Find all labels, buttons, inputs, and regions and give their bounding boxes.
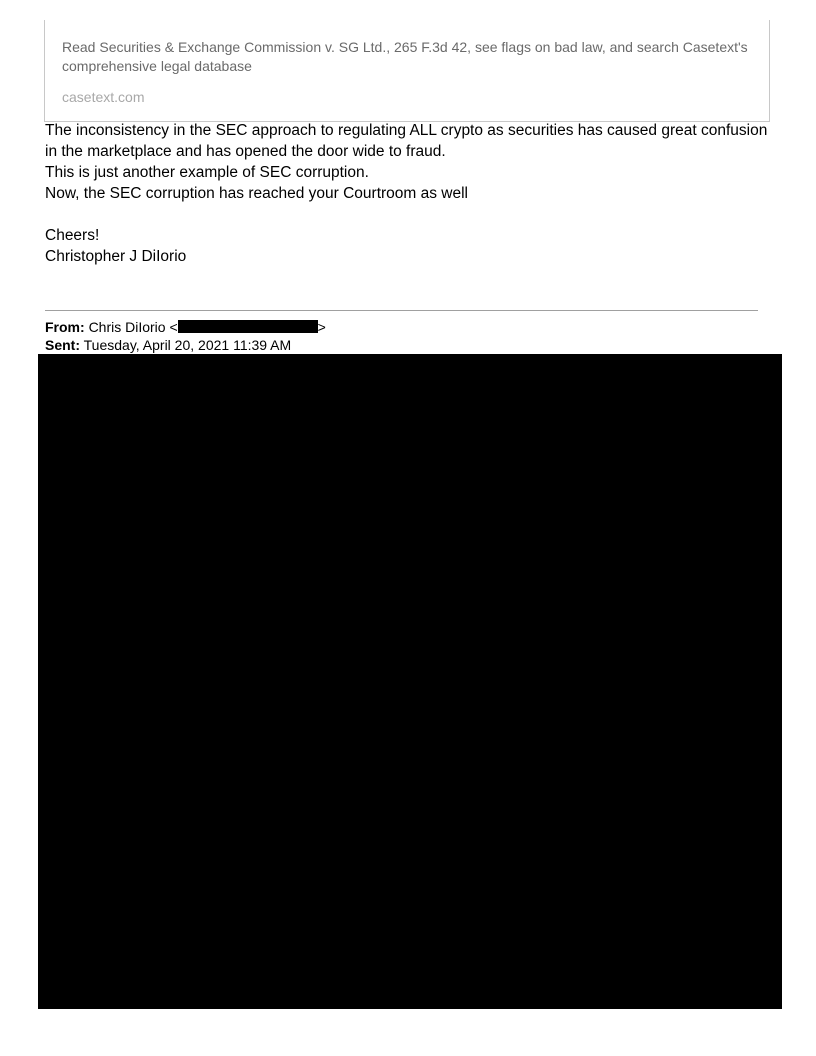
from-name: Chris DiIorio < <box>88 319 178 335</box>
closing: Cheers! <box>45 227 100 244</box>
separator-line <box>45 310 758 311</box>
from-close-bracket: > <box>317 319 326 335</box>
sent-value: Tuesday, April 20, 2021 11:39 AM <box>83 337 292 353</box>
redacted-block <box>38 354 782 1009</box>
forwarded-header <box>45 318 326 354</box>
email-body <box>45 120 770 267</box>
sent-label: Sent: <box>45 337 80 353</box>
body-paragraph-1: The inconsistency in the SEC approach to regulating ALL crypto as securities has caused great confusion in the marketplace and has opened the door wide to fraud. <box>45 122 768 160</box>
body-paragraph-2: This is just another example of SEC corruption. <box>45 164 369 181</box>
body-paragraph-3: Now, the SEC corruption has reached your Courtroom as well <box>45 185 469 202</box>
preview-domain-link[interactable]: casetext.com <box>62 89 145 105</box>
sent-line <box>45 336 326 354</box>
preview-description: Read Securities & Exchange Commission v. SG Ltd., 265 F.3d 42, see flags on bad law, and search Casetext's comprehensive legal database <box>62 39 748 74</box>
blank-line <box>45 204 770 225</box>
from-label: From: <box>45 319 85 335</box>
signature: Christopher J DiIorio <box>45 248 187 265</box>
link-preview-card[interactable] <box>44 20 770 122</box>
redacted-email-address <box>178 320 318 333</box>
from-line <box>45 318 326 336</box>
